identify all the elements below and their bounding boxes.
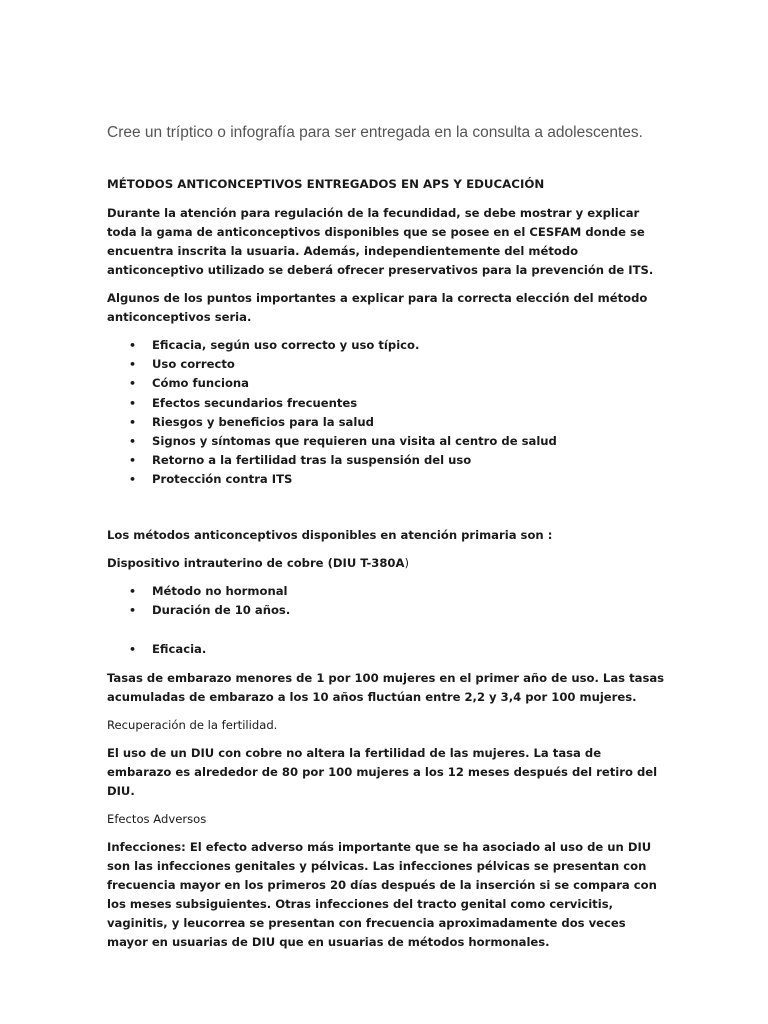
bullet-icon: • bbox=[129, 339, 137, 352]
list-item: • Cómo funciona bbox=[107, 374, 667, 393]
diu-features-list bbox=[107, 582, 667, 620]
points-intro-paragraph: Algunos de los puntos importantes a explicar para la correcta elección del método anticonceptivos seria. bbox=[107, 291, 648, 324]
adverse-effects-paragraph: Infecciones: El efecto adverso más importante que se ha asociado al uso de un DIU son las infecciones genitales y pélvicas. Las infecciones pélvicas se presentan con frecuencia mayor en los primeros 20 días después de la inserción si se compara con los meses subsiguientes. Otras infecciones del tracto genital como cervicitis, vaginitis, y leucorrea se presentan con frecuencia aproximadamente dos veces mayor en usuarias de DIU que en usuarias de métodos hormonales. bbox=[107, 840, 657, 950]
bullet-icon: • bbox=[129, 603, 137, 617]
available-methods-paragraph: Los métodos anticonceptivos disponibles en atención primaria son : bbox=[107, 527, 553, 542]
bullet-icon: • bbox=[129, 643, 137, 657]
attention-paragraph: Durante la atención para regulación de la fecundidad, se debe mostrar y explicar toda la gama de anticonceptivos disponibles que se posee en el CESFAM donde se encuentra inscrita la usuaria. Además, independientemente del método anticonceptivo utilizado se deberá ofrecer preservativos para la prevención de ITS. bbox=[107, 206, 654, 277]
bullet-icon: • bbox=[129, 454, 137, 468]
document-body bbox=[107, 175, 667, 961]
fertility-paragraph: El uso de un DIU con cobre no altera la fertilidad de las mujeres. La tasa de embarazo es alrededor de 80 por 100 mujeres a los 12 meses después del retiro del DIU. bbox=[107, 746, 658, 799]
bullet-icon: • bbox=[129, 584, 137, 598]
efficacy-paragraph: Tasas de embarazo menores de 1 por 100 mujeres en el primer año de uso. Las tasas acumuladas de embarazo a los 10 años fluctúan entre 2,2 y 3,4 por 100 mujeres. bbox=[107, 671, 665, 705]
list-item: • Signos y síntomas que requieren una visita al centro de salud bbox=[107, 432, 667, 451]
section-heading: MÉTODOS ANTICONCEPTIVOS ENTREGADOS EN APS Y EDUCACIÓN bbox=[107, 177, 545, 191]
bullet-icon: • bbox=[129, 435, 137, 449]
bullet-icon: • bbox=[129, 377, 137, 391]
assignment-instruction: Cree un tríptico o infografía para ser entregada en la consulta a adolescentes. bbox=[107, 124, 643, 141]
bullet-icon: • bbox=[129, 396, 137, 410]
list-item: • Duración de 10 años. bbox=[107, 601, 667, 620]
bullet-icon: • bbox=[129, 358, 137, 372]
list-item: • Riesgos y beneficios para la salud bbox=[107, 413, 667, 432]
fertility-subheading: Recuperación de la fertilidad. bbox=[107, 718, 278, 733]
diu-efficacy-list bbox=[107, 640, 667, 659]
list-item: • Eficacia, según uso correcto y uso típico. bbox=[107, 336, 667, 355]
list-item: • Efectos secundarios frecuentes bbox=[107, 394, 667, 413]
adverse-effects-subheading: Efectos Adversos bbox=[107, 812, 207, 827]
diu-title: Dispositivo intrauterino de cobre (DIU T-380A) bbox=[107, 555, 409, 570]
list-item: • Eficacia. bbox=[107, 640, 667, 659]
points-list bbox=[107, 336, 667, 490]
list-item: • Retorno a la fertilidad tras la suspensión del uso bbox=[107, 451, 667, 470]
list-item: • Método no hormonal bbox=[107, 582, 667, 601]
bullet-icon: • bbox=[129, 415, 137, 429]
list-item: • Protección contra ITS bbox=[107, 470, 667, 489]
bullet-icon: • bbox=[129, 473, 137, 487]
list-item: • Uso correcto bbox=[107, 355, 667, 374]
